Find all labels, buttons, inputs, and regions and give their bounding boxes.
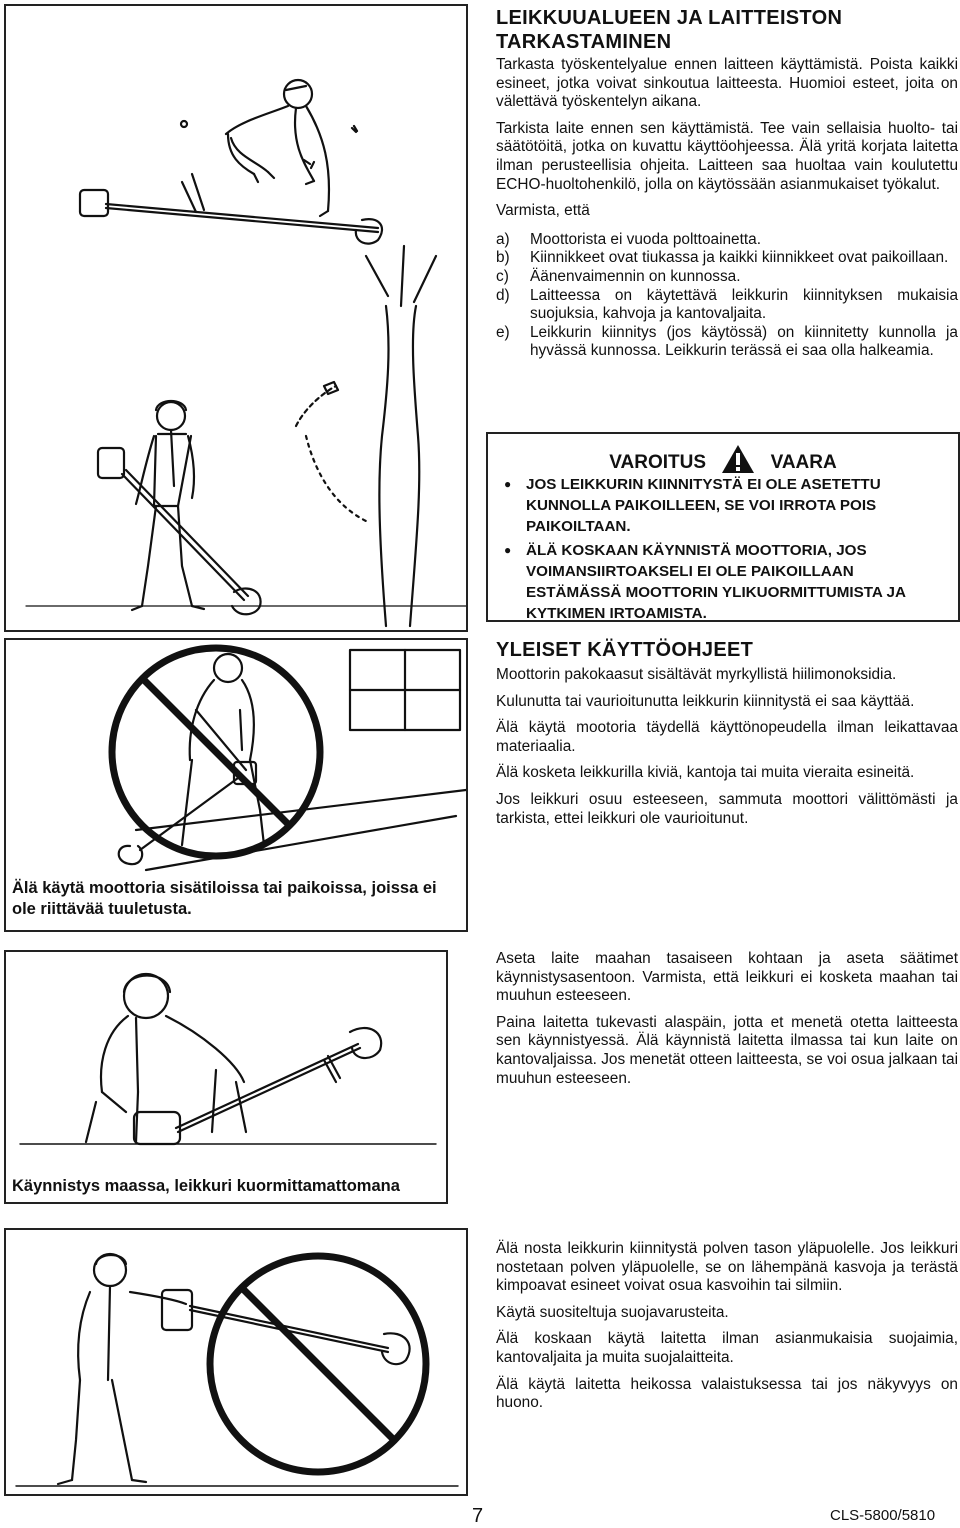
paragraph: Varmista, että xyxy=(496,202,590,220)
list-item-text: Äänenvaimennin on kunnossa. xyxy=(530,267,741,285)
warning-word-right: VAARA xyxy=(770,452,837,473)
illustration-operator-inspecting xyxy=(6,6,466,630)
page-number: 7 xyxy=(472,1505,484,1527)
section-general-instructions xyxy=(496,638,958,828)
warning-word-left: VAROITUS xyxy=(609,452,707,473)
list-item-label: e) xyxy=(496,323,510,341)
bullet-icon: ● xyxy=(504,477,512,491)
list-item-label: d) xyxy=(496,286,510,304)
warning-item xyxy=(504,474,938,538)
paragraph: Jos leikkuri osuu esteeseen, sammuta moottori välittömästi ja tarkista, ettei leikkuri ole vaurioitunut. xyxy=(496,790,958,827)
section-inspection xyxy=(496,6,958,361)
list-item xyxy=(496,287,958,324)
warning-list xyxy=(504,474,938,626)
warning-item-text: JOS LEIKKURIN KIINNITYSTÄ EI OLE ASETETTU KUNNOLLA PAIKOILLEEN, SE VOI IRROTA POIS PAIKOILTAAN. xyxy=(526,476,881,536)
illustration-raise-prohibited xyxy=(6,1230,466,1494)
figure-inspect-area xyxy=(4,4,468,632)
warning-title xyxy=(488,444,958,474)
list-item-label: c) xyxy=(496,267,509,285)
illustration-starting-on-ground xyxy=(6,952,446,1148)
list-item-label: a) xyxy=(496,230,510,248)
list-item-text: Moottorista ei vuoda polttoainetta. xyxy=(530,230,762,248)
paragraph: Aseta laite maahan tasaiseen kohtaan ja aseta säätimet käynnistysasentoon. Varmista, että leikkuri ei kosketa maahan tai muuhun esteeseen. xyxy=(496,950,958,1005)
list-item-text: Kiinnikkeet ovat tiukassa ja kaikki kiinnikkeet ovat paikoillaan. xyxy=(530,249,949,267)
caption-ground-start: Käynnistys maassa, leikkuri kuormittamattomana xyxy=(12,1177,400,1195)
paragraph: Kulunutta tai vaurioitunutta leikkurin kiinnitystä ei saa käyttää. xyxy=(496,692,915,710)
bullet-icon: ● xyxy=(504,542,512,557)
section-heading-line2: TARKASTAMINEN xyxy=(496,31,672,53)
list-item xyxy=(496,231,958,250)
figure-no-indoor-use xyxy=(4,638,468,932)
list-item xyxy=(496,324,958,361)
paragraph: Älä kosketa leikkurilla kiviä, kantoja tai muita vieraita esineitä. xyxy=(496,764,915,782)
model-number: CLS-5800/5810 xyxy=(830,1507,936,1524)
paragraph: Älä koskaan käytä laitetta ilman asianmukaisia suojaimia, kantovaljaita ja muita suojalaitteita. xyxy=(496,1330,958,1366)
paragraph: Tarkista laite ennen sen käyttämistä. Tee vain sellaisia huolto- tai säätötöitä, jotka on kuvattu käyttöohjeessa. Älä yritä korjata laitetta ilman perusteellisia ohjeita. Laitteen saa huoltaa vain koulutettu ECHO-huoltohenkilö, jolla on käytössään asianmukaiset työkalut. xyxy=(496,119,958,193)
checklist xyxy=(496,231,958,361)
list-item xyxy=(496,249,958,268)
list-item xyxy=(496,268,958,287)
section-heading-line1: LEIKKUUALUEEN JA LAITTEISTON xyxy=(496,7,843,29)
warning-box xyxy=(486,432,960,622)
paragraph: Käytä suositeltuja suojavarusteita. xyxy=(496,1303,729,1321)
paragraph: Tarkasta työskentelyalue ennen laitteen käyttämistä. Poista kaikki esineet, jotka voivat sinkoutua laitteesta. Huomioi esteet, joita on välettävä työskentelyn aikana. xyxy=(496,56,958,111)
list-item-text: Laitteessa on käytettävä leikkurin kiinnityksen mukaisia suojuksia, kahvoja ja kantovaljaita. xyxy=(530,286,958,323)
warning-item xyxy=(504,540,938,625)
no-symbol-icon xyxy=(112,648,320,856)
section-heading: YLEISET KÄYTTÖOHJEET xyxy=(496,639,754,661)
paragraph: Älä käytä laitetta heikossa valaistuksessa tai jos näkyvyys on huono. xyxy=(496,1375,958,1412)
paragraph: Moottorin pakokaasut sisältävät myrkyllistä hiilimonoksidia. xyxy=(496,666,897,683)
section-starting xyxy=(496,950,958,1088)
list-item-label: b) xyxy=(496,249,510,267)
figure-ground-start xyxy=(4,950,448,1204)
paragraph: Paina laitetta tukevasti alaspäin, jotta et menetä otetta laitteesta sen käynnistyessä. Älä käynnistä laitetta ilmassa tai kun laite on kantovaljaissa. Jos menetät otteen laitteesta, se voi osua jalkaan tai muuhun esteeseen. xyxy=(496,1013,958,1087)
paragraph: Älä nosta leikkurin kiinnitystä polven tason yläpuolelle. Jos leikkuri nostetaan polven yläpuolelle, se on lähempänä kasvoja ja terästä kimpoavat esineet voivat osua kasvoihin tai silmiin. xyxy=(496,1240,958,1295)
list-item-text: Leikkurin kiinnitys (jos käytössä) on kiinnitetty kunnolla ja hyvässä kunnossa. Leikkurin terässä ei saa olla halkeamia. xyxy=(530,323,958,360)
illustration-indoor-prohibited xyxy=(6,640,466,880)
caption-indoor: Älä käytä moottoria sisätiloissa tai paikoissa, joissa ei ole riittävää tuuletusta. xyxy=(12,879,437,918)
section-safety xyxy=(496,1240,958,1413)
figure-no-raise-above-knee xyxy=(4,1228,468,1496)
paragraph: Älä käytä mootoria täydellä käyttönopeudella ilman leikattavaa materiaalia. xyxy=(496,719,958,755)
warning-item-text: ÄLÄ KOSKAAN KÄYNNISTÄ MOOTTORIA, JOS VOIMANSIIRTOAKSELI EI OLE PAIKOILLAAN ESTÄMÄSSÄ MOOTTORIN YLIKUORMITTUMISTA JA KYTKIMEN IRTOAMISTA. xyxy=(526,541,906,623)
warning-triangle-icon xyxy=(721,444,755,474)
